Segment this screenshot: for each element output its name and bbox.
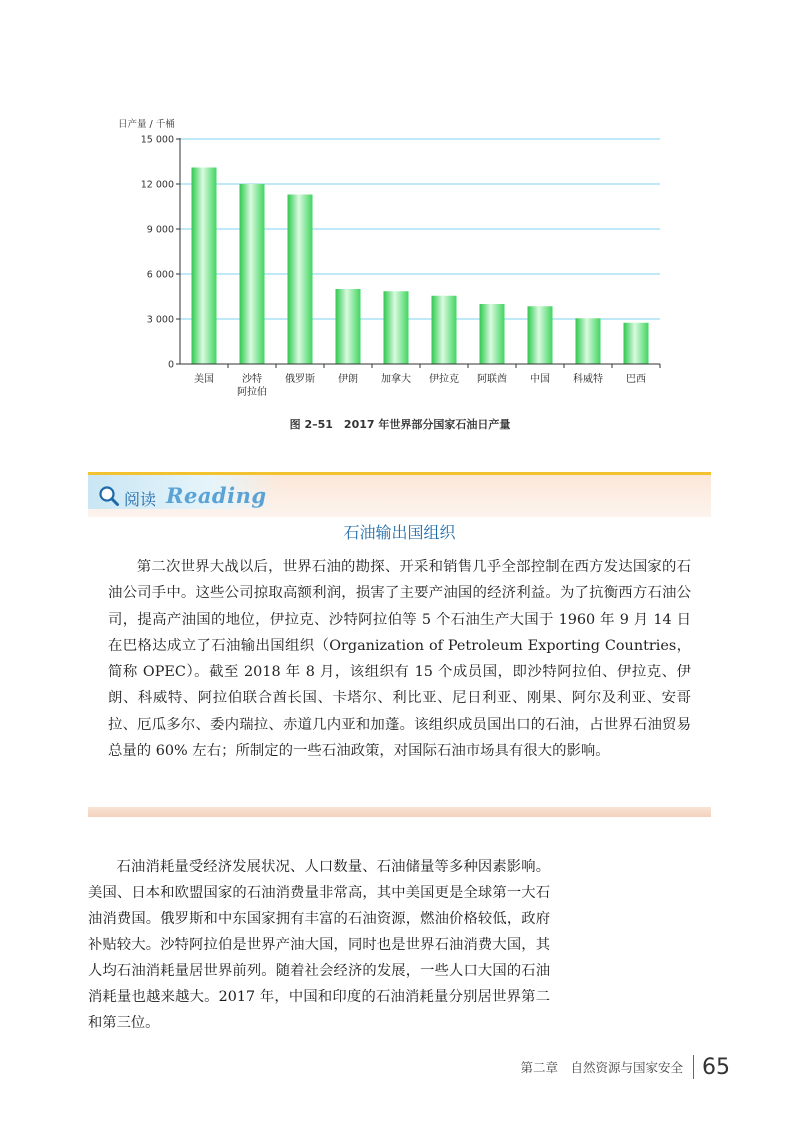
- y-tick-label: 6 000: [146, 269, 174, 281]
- reading-title: 石油输出国组织: [343, 523, 456, 542]
- bar-8: [576, 318, 601, 364]
- x-category-label: 科威特: [573, 374, 603, 385]
- x-category-label: 美国: [194, 374, 214, 385]
- x-category-label: 俄罗斯: [285, 374, 315, 385]
- x-category-label: 加拿大: [381, 374, 411, 385]
- x-category-label: 中国: [530, 374, 550, 385]
- reading-bottom-band: [88, 807, 711, 817]
- x-category-label: 伊拉克: [429, 374, 459, 385]
- y-tick-label: 0: [167, 359, 174, 371]
- y-tick-label: 15 000: [140, 134, 174, 146]
- bar-9: [624, 323, 649, 364]
- reading-box: [88, 472, 711, 817]
- chart-caption: 图 2–51 2017 年世界部分国家石油日产量: [289, 418, 511, 431]
- y-tick-label: 12 000: [140, 179, 174, 191]
- reading-body: 第二次世界大战以后，世界石油的勘探、开采和销售几乎全部控制在西方发达国家的石油公司手中。这些公司掠取高额利润，损害了主要产油国的经济利益。为了抗衡西方石油公司，提高产油国的地位，伊拉克、沙特阿拉伯等 5 个石油生产大国于 1960 年 9 月 14 日在巴格达成立了石油输出国组织（Organization of Petroleum Exporting Countries，简称 OPEC）。截至 2018 年 8 月，该组织有 15 个成员国，即沙特阿拉伯、伊拉克、伊朗、科威特、阿拉伯联合酋长国、卡塔尔、利比亚、尼日利亚、刚果、阿尔及利亚、安哥拉、厄瓜多尔、委内瑞拉、赤道几内亚和加蓬。该组织成员国出口的石油，占世界石油贸易总量的 60% 左右；所制定的一些石油政策，对国际石油市场具有很大的影响。: [108, 559, 691, 760]
- reading-label: 阅读: [124, 490, 157, 509]
- magnifier-icon: [98, 485, 120, 507]
- x-category-label: 伊朗: [338, 374, 358, 385]
- bar-5: [432, 296, 457, 364]
- oil-production-chart: [0, 0, 800, 410]
- x-category-label: 阿联酋: [477, 374, 507, 385]
- x-category-label: 阿拉伯: [237, 387, 267, 398]
- footer-divider: [693, 1055, 694, 1079]
- page-number: 65: [702, 1054, 730, 1080]
- y-axis-label: 日产量 / 千桶: [118, 119, 175, 130]
- y-tick-label: 9 000: [146, 224, 174, 236]
- bar-6: [480, 304, 505, 364]
- bar-1: [240, 184, 265, 364]
- bar-4: [384, 291, 409, 364]
- footer-chapter: 第二章 自然资源与国家安全: [520, 1060, 683, 1075]
- bar-7: [528, 306, 553, 364]
- reading-label-en: Reading: [166, 483, 267, 508]
- x-category-label: 巴西: [626, 374, 646, 385]
- bar-0: [192, 168, 217, 365]
- main-paragraph: 石油消耗量受经济发展状况、人口数量、石油储量等多种因素影响。美国、日本和欧盟国家的石油消费量非常高，其中美国更是全球第一大石油消费国。俄罗斯和中东国家拥有丰富的石油资源，燃油价格较低，政府补贴较大。沙特阿拉伯是世界产油大国，同时也是世界石油消费大国，其人均石油消耗量居世界前列。随着社会经济的发展，一些人口大国的石油消耗量也越来越大。2017 年，中国和印度的石油消耗量分别居世界第二和第三位。: [88, 859, 550, 1031]
- page-footer: [520, 1052, 730, 1082]
- bar-3: [336, 289, 361, 364]
- x-category-label: 沙特: [242, 374, 262, 385]
- reading-tab: [88, 475, 278, 509]
- bar-2: [288, 195, 313, 365]
- y-tick-label: 3 000: [146, 314, 174, 326]
